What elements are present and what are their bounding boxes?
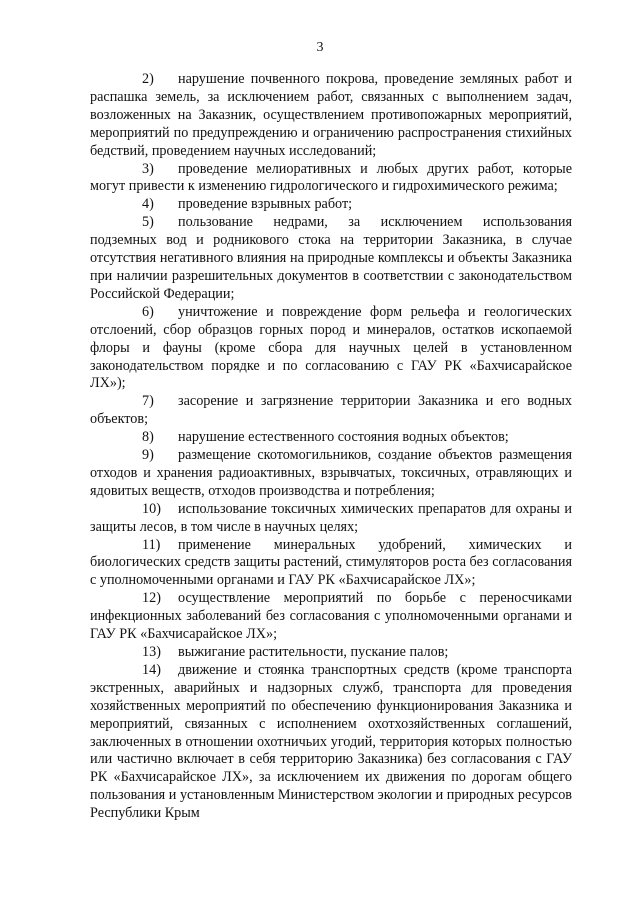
item-text: применение минеральных удобрений, химических и биологических средств защиты растений, стимуляторов роста без согласования с уполномоченными органами и ГАУ РК «Бахчисарайское ЛХ»;: [90, 536, 572, 589]
list-item: [90, 214, 572, 304]
list-item: [90, 196, 572, 214]
item-number: 10): [142, 500, 161, 517]
document-body: [90, 71, 572, 841]
item-number: 3): [142, 160, 154, 177]
item-text: использование токсичных химических препаратов для охраны и защиты лесов, в том числе в научных целях;: [90, 500, 572, 535]
item-text: засорение и загрязнение территории Заказника и его водных объектов;: [90, 393, 572, 428]
list-item: [90, 393, 572, 429]
item-text: проведение мелиоративных и любых других работ, которые могут привести к изменению гидрологического и гидрохимического режима;: [90, 160, 572, 195]
item-number: 12): [142, 590, 161, 607]
item-number: 14): [142, 661, 161, 678]
list-item: [90, 304, 572, 394]
list-item: [90, 662, 572, 823]
list-item: [90, 429, 572, 447]
item-number: 9): [142, 447, 154, 464]
item-text: осуществление мероприятий по борьбе с переносчиками инфекционных заболеваний без согласования с уполномоченными органами и ГАУ РК «Бахчисарайское ЛХ»;: [90, 590, 572, 643]
list-item: [90, 537, 572, 591]
item-number: 6): [142, 303, 154, 320]
item-text: уничтожение и повреждение форм рельефа и геологических отслоений, сбор образцов горных пород и минералов, остатков ископаемой флоры и фауны (кроме сбора для научных целей в установленном законодательством порядке и по согласованию с ГАУ РК «Бахчисарайское ЛХ»);: [90, 303, 572, 392]
item-text: нарушение естественного состояния водных объектов;: [178, 429, 509, 446]
list-item: [90, 590, 572, 644]
item-text: пользование недрами, за исключением использования подземных вод и родникового стока на территории Заказника, в случае отсутствия негативного влияния на природные комплексы и объекты Заказника при наличии разрешительных документов в соответствии с законодательством Российской Федерации;: [90, 214, 572, 302]
item-number: 2): [142, 71, 154, 87]
item-number: 5): [142, 214, 154, 231]
page-number: 3: [316, 40, 324, 55]
list-item: [90, 501, 572, 537]
item-number: 11): [142, 536, 161, 553]
list-item: [90, 161, 572, 197]
item-text: размещение скотомогильников, создание объектов размещения отходов и хранения радиоактивных, взрывчатых, токсичных, отравляющих и ядовитых веществ, отходов производства и потребления;: [90, 447, 572, 499]
list-item: [90, 447, 572, 501]
item-text: проведение взрывных работ;: [178, 196, 353, 213]
item-number: 8): [142, 429, 154, 446]
item-text: движение и стоянка транспортных средств (кроме транспорта экстренных, аварийных и надзорных служб, транспорта для проведения хозяйственных мероприятий по обеспечению функционирования Заказника и мероприятий, связанных с исполнением охотхозяйственных соглашений, заключенных в отношении охотничьих угодий, территория которых полностью или частично включает в себя территорию Заказника) без согласования с ГАУ РК «Бахчисарайское ЛХ», за исключением их движения по дорогам общего пользования и установленным Министерством экологии и природных ресурсов Республики Крым: [90, 661, 572, 822]
item-number: 7): [142, 393, 154, 410]
item-number: 4): [142, 196, 154, 213]
list-item: [90, 644, 572, 662]
item-text: выжигание растительности, пускание палов;: [178, 644, 449, 660]
item-text: нарушение почвенного покрова, проведение земляных работ и распашка земель, за исключением работ, связанных с выполнением задач, возложенных на Заказник, осуществлением противопожарных мероприятий, мероприятий по предупреждению и ограничению распространения стихийных бедствий, проведением научных исследований;: [90, 71, 572, 159]
list-item: [90, 823, 572, 841]
item-number: 13): [142, 644, 161, 660]
list-item: [90, 71, 572, 161]
